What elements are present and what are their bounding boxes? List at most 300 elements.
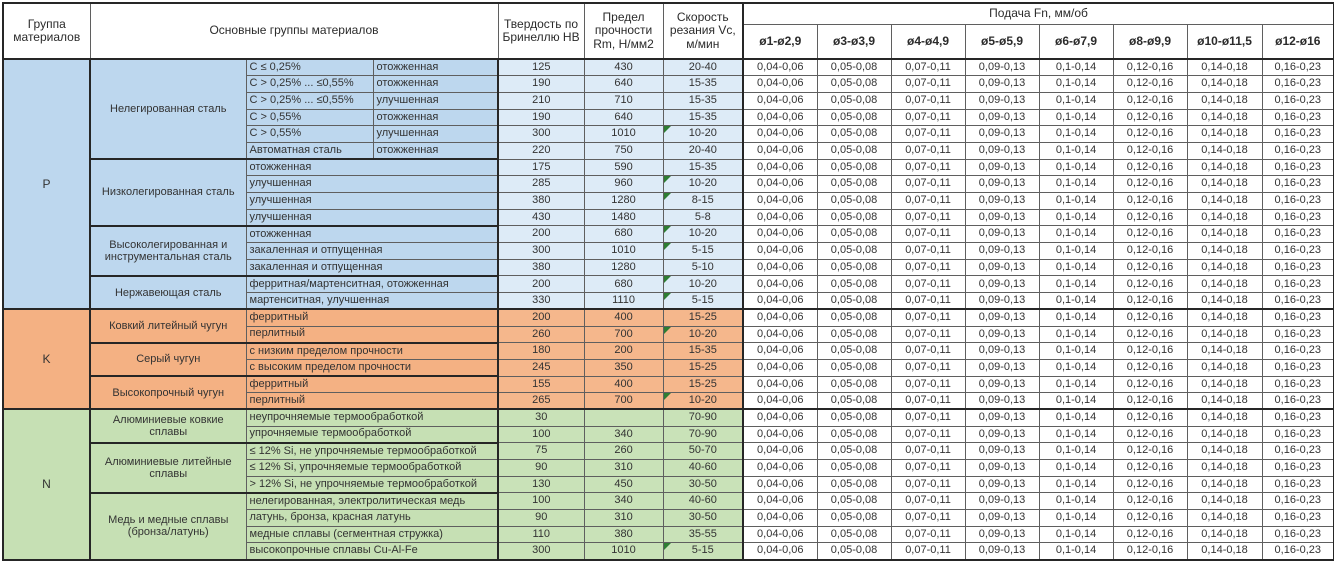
strength-cell: 340 bbox=[584, 426, 663, 443]
feed-cell: 0,12-0,16 bbox=[1113, 526, 1187, 543]
feed-cell: 0,14-0,18 bbox=[1187, 476, 1262, 493]
feed-cell: 0,07-0,11 bbox=[891, 326, 965, 343]
feed-cell: 0,04-0,06 bbox=[743, 460, 817, 477]
speed-cell: 5-15 bbox=[663, 293, 743, 310]
material-detail-cell: C ≤ 0,25% bbox=[246, 59, 373, 76]
feed-cell: 0,16-0,23 bbox=[1262, 59, 1334, 76]
material-subgroup-cell: Высоколегированная и инструментальная сталь bbox=[90, 226, 246, 276]
feed-size-header: ø12-ø16 bbox=[1262, 24, 1334, 59]
feed-cell: 0,09-0,13 bbox=[965, 409, 1039, 426]
material-detail-cell: с высоким пределом прочности bbox=[246, 359, 498, 376]
material-subgroup-cell: Низколегированная сталь bbox=[90, 159, 246, 226]
feed-cell: 0,1-0,14 bbox=[1039, 259, 1113, 276]
feed-cell: 0,05-0,08 bbox=[817, 476, 891, 493]
feed-cell: 0,04-0,06 bbox=[743, 276, 817, 293]
feed-cell: 0,14-0,18 bbox=[1187, 510, 1262, 527]
hardness-cell: 110 bbox=[498, 526, 584, 543]
strength-cell: 1280 bbox=[584, 193, 663, 210]
material-subgroup-cell: Алюминиевые ковкие сплавы bbox=[90, 409, 246, 442]
strength-cell: 340 bbox=[584, 493, 663, 510]
feed-cell: 0,1-0,14 bbox=[1039, 526, 1113, 543]
feed-size-header: ø4-ø4,9 bbox=[891, 24, 965, 59]
table-body bbox=[3, 59, 1334, 560]
feed-cell: 0,09-0,13 bbox=[965, 293, 1039, 310]
feed-cell: 0,1-0,14 bbox=[1039, 426, 1113, 443]
feed-cell: 0,07-0,11 bbox=[891, 243, 965, 260]
speed-cell: 10-20 bbox=[663, 276, 743, 293]
feed-cell: 0,04-0,06 bbox=[743, 426, 817, 443]
feed-cell: 0,14-0,18 bbox=[1187, 409, 1262, 426]
strength-cell: 1010 bbox=[584, 243, 663, 260]
feed-cell: 0,1-0,14 bbox=[1039, 193, 1113, 210]
feed-cell: 0,1-0,14 bbox=[1039, 510, 1113, 527]
feed-cell: 0,04-0,06 bbox=[743, 259, 817, 276]
feed-cell: 0,07-0,11 bbox=[891, 293, 965, 310]
comment-flag-icon bbox=[664, 243, 671, 250]
hardness-cell: 90 bbox=[498, 460, 584, 477]
feed-cell: 0,04-0,06 bbox=[743, 326, 817, 343]
hardness-cell: 125 bbox=[498, 59, 584, 76]
hardness-cell: 380 bbox=[498, 259, 584, 276]
feed-cell: 0,04-0,06 bbox=[743, 193, 817, 210]
feed-cell: 0,07-0,11 bbox=[891, 426, 965, 443]
feed-cell: 0,04-0,06 bbox=[743, 59, 817, 76]
material-detail-cell: закаленная и отпущенная bbox=[246, 259, 498, 276]
feed-cell: 0,04-0,06 bbox=[743, 309, 817, 326]
feed-cell: 0,12-0,16 bbox=[1113, 293, 1187, 310]
feed-cell: 0,1-0,14 bbox=[1039, 159, 1113, 176]
feed-cell: 0,04-0,06 bbox=[743, 159, 817, 176]
material-detail-cell: улучшенная bbox=[246, 193, 498, 210]
feed-cell: 0,14-0,18 bbox=[1187, 293, 1262, 310]
feed-cell: 0,04-0,06 bbox=[743, 142, 817, 159]
feed-cell: 0,04-0,06 bbox=[743, 226, 817, 243]
feed-cell: 0,14-0,18 bbox=[1187, 159, 1262, 176]
feed-cell: 0,16-0,23 bbox=[1262, 476, 1334, 493]
feed-cell: 0,12-0,16 bbox=[1113, 443, 1187, 460]
feed-size-header: ø8-ø9,9 bbox=[1113, 24, 1187, 59]
feed-cell: 0,04-0,06 bbox=[743, 476, 817, 493]
feed-cell: 0,16-0,23 bbox=[1262, 142, 1334, 159]
feed-cell: 0,07-0,11 bbox=[891, 193, 965, 210]
feed-cell: 0,14-0,18 bbox=[1187, 426, 1262, 443]
strength-cell: 430 bbox=[584, 59, 663, 76]
material-detail-cell: > 12% Si, не упрочняемые термообработкой bbox=[246, 476, 498, 493]
feed-cell: 0,07-0,11 bbox=[891, 543, 965, 560]
feed-size-header: ø6-ø7,9 bbox=[1039, 24, 1113, 59]
feed-cell: 0,12-0,16 bbox=[1113, 109, 1187, 126]
feed-cell: 0,1-0,14 bbox=[1039, 109, 1113, 126]
feed-cell: 0,05-0,08 bbox=[817, 326, 891, 343]
material-detail-cell: закаленная и отпущенная bbox=[246, 243, 498, 260]
strength-cell: 1010 bbox=[584, 126, 663, 143]
material-detail-cell: ферритный bbox=[246, 309, 498, 326]
feed-cell: 0,14-0,18 bbox=[1187, 176, 1262, 193]
feed-cell: 0,04-0,06 bbox=[743, 493, 817, 510]
feed-cell: 0,1-0,14 bbox=[1039, 443, 1113, 460]
feed-cell: 0,04-0,06 bbox=[743, 176, 817, 193]
feed-cell: 0,12-0,16 bbox=[1113, 343, 1187, 360]
feed-size-header: ø5-ø5,9 bbox=[965, 24, 1039, 59]
feed-cell: 0,12-0,16 bbox=[1113, 376, 1187, 393]
feed-cell: 0,05-0,08 bbox=[817, 426, 891, 443]
feed-cell: 0,14-0,18 bbox=[1187, 326, 1262, 343]
material-group-cell: K bbox=[3, 309, 90, 409]
material-group-cell: N bbox=[3, 409, 90, 559]
feed-cell: 0,05-0,08 bbox=[817, 226, 891, 243]
feed-cell: 0,09-0,13 bbox=[965, 343, 1039, 360]
feed-cell: 0,1-0,14 bbox=[1039, 460, 1113, 477]
feed-cell: 0,07-0,11 bbox=[891, 259, 965, 276]
hardness-cell: 245 bbox=[498, 359, 584, 376]
feed-cell: 0,05-0,08 bbox=[817, 359, 891, 376]
feed-cell: 0,09-0,13 bbox=[965, 142, 1039, 159]
material-detail-cell: неупрочняемые термообработкой bbox=[246, 409, 498, 426]
feed-cell: 0,12-0,16 bbox=[1113, 476, 1187, 493]
feed-cell: 0,16-0,23 bbox=[1262, 76, 1334, 93]
feed-cell: 0,07-0,11 bbox=[891, 76, 965, 93]
feed-cell: 0,04-0,06 bbox=[743, 510, 817, 527]
speed-cell: 10-20 bbox=[663, 393, 743, 410]
feed-cell: 0,12-0,16 bbox=[1113, 460, 1187, 477]
comment-flag-icon bbox=[664, 176, 671, 183]
feed-cell: 0,05-0,08 bbox=[817, 109, 891, 126]
strength-cell: 310 bbox=[584, 510, 663, 527]
feed-cell: 0,16-0,23 bbox=[1262, 426, 1334, 443]
material-detail-cell: перлитный bbox=[246, 393, 498, 410]
speed-cell: 15-35 bbox=[663, 159, 743, 176]
hardness-cell: 200 bbox=[498, 226, 584, 243]
feed-cell: 0,1-0,14 bbox=[1039, 293, 1113, 310]
material-detail-cell: нелегированная, электролитическая медь bbox=[246, 493, 498, 510]
feed-cell: 0,14-0,18 bbox=[1187, 109, 1262, 126]
feed-cell: 0,05-0,08 bbox=[817, 193, 891, 210]
feed-cell: 0,14-0,18 bbox=[1187, 193, 1262, 210]
feed-cell: 0,09-0,13 bbox=[965, 92, 1039, 109]
feed-cell: 0,16-0,23 bbox=[1262, 126, 1334, 143]
feed-cell: 0,16-0,23 bbox=[1262, 176, 1334, 193]
feed-cell: 0,12-0,16 bbox=[1113, 59, 1187, 76]
speed-cell: 15-35 bbox=[663, 109, 743, 126]
material-detail-cell: C > 0,25% ... ≤0,55% bbox=[246, 92, 373, 109]
feed-cell: 0,14-0,18 bbox=[1187, 526, 1262, 543]
feed-cell: 0,14-0,18 bbox=[1187, 243, 1262, 260]
feed-cell: 0,14-0,18 bbox=[1187, 460, 1262, 477]
feed-cell: 0,12-0,16 bbox=[1113, 409, 1187, 426]
material-detail-cell: перлитный bbox=[246, 326, 498, 343]
feed-cell: 0,09-0,13 bbox=[965, 393, 1039, 410]
strength-cell: 960 bbox=[584, 176, 663, 193]
comment-flag-icon bbox=[664, 543, 671, 550]
feed-cell: 0,04-0,06 bbox=[743, 443, 817, 460]
material-detail-cell: C > 0,55% bbox=[246, 109, 373, 126]
hardness-cell: 30 bbox=[498, 409, 584, 426]
hardness-cell: 180 bbox=[498, 343, 584, 360]
hardness-cell: 90 bbox=[498, 510, 584, 527]
speed-cell: 5-15 bbox=[663, 543, 743, 560]
speed-cell: 30-50 bbox=[663, 476, 743, 493]
speed-cell: 70-90 bbox=[663, 409, 743, 426]
speed-cell: 5-15 bbox=[663, 243, 743, 260]
table-row bbox=[3, 59, 1334, 76]
feed-cell: 0,04-0,06 bbox=[743, 209, 817, 226]
feed-cell: 0,04-0,06 bbox=[743, 526, 817, 543]
feed-size-header: ø3-ø3,9 bbox=[817, 24, 891, 59]
speed-cell: 35-55 bbox=[663, 526, 743, 543]
feed-cell: 0,1-0,14 bbox=[1039, 59, 1113, 76]
strength-cell: 750 bbox=[584, 142, 663, 159]
feed-cell: 0,16-0,23 bbox=[1262, 460, 1334, 477]
feed-cell: 0,05-0,08 bbox=[817, 493, 891, 510]
feed-cell: 0,16-0,23 bbox=[1262, 359, 1334, 376]
feed-cell: 0,05-0,08 bbox=[817, 460, 891, 477]
material-subgroup-cell: Нержавеющая сталь bbox=[90, 276, 246, 309]
comment-flag-icon bbox=[664, 327, 671, 334]
feed-cell: 0,1-0,14 bbox=[1039, 276, 1113, 293]
speed-cell: 20-40 bbox=[663, 59, 743, 76]
group-column-header: Группа материалов bbox=[3, 3, 90, 59]
feed-cell: 0,04-0,06 bbox=[743, 243, 817, 260]
feed-cell: 0,05-0,08 bbox=[817, 59, 891, 76]
feed-size-header: ø1-ø2,9 bbox=[743, 24, 817, 59]
feed-cell: 0,05-0,08 bbox=[817, 343, 891, 360]
feed-cell: 0,12-0,16 bbox=[1113, 226, 1187, 243]
material-detail-cell: отожженная bbox=[246, 226, 498, 243]
material-subgroup-cell: Ковкий литейный чугун bbox=[90, 309, 246, 342]
strength-cell: 200 bbox=[584, 343, 663, 360]
feed-cell: 0,05-0,08 bbox=[817, 243, 891, 260]
feed-cell: 0,04-0,06 bbox=[743, 126, 817, 143]
strength-cell: 350 bbox=[584, 359, 663, 376]
material-detail-cell: ≤ 12% Si, упрочняемые термообработкой bbox=[246, 460, 498, 477]
material-subgroup-cell: Высокопрочный чугун bbox=[90, 376, 246, 409]
hardness-cell: 260 bbox=[498, 326, 584, 343]
feed-cell: 0,12-0,16 bbox=[1113, 159, 1187, 176]
feed-cell: 0,16-0,23 bbox=[1262, 259, 1334, 276]
material-detail-cell: улучшенная bbox=[246, 176, 498, 193]
feed-cell: 0,1-0,14 bbox=[1039, 343, 1113, 360]
feed-cell: 0,09-0,13 bbox=[965, 460, 1039, 477]
speed-cell: 15-35 bbox=[663, 92, 743, 109]
feed-cell: 0,07-0,11 bbox=[891, 176, 965, 193]
feed-cell: 0,09-0,13 bbox=[965, 276, 1039, 293]
feed-cell: 0,05-0,08 bbox=[817, 293, 891, 310]
material-detail-cell: C > 0,55% bbox=[246, 126, 373, 143]
feed-cell: 0,04-0,06 bbox=[743, 409, 817, 426]
feed-cell: 0,1-0,14 bbox=[1039, 493, 1113, 510]
material-subgroup-cell: Алюминиевые литейные сплавы bbox=[90, 443, 246, 493]
strength-cell: 590 bbox=[584, 159, 663, 176]
feed-cell: 0,16-0,23 bbox=[1262, 309, 1334, 326]
strength-cell: 450 bbox=[584, 476, 663, 493]
material-subgroup-cell: Медь и медные сплавы (бронза/латунь) bbox=[90, 493, 246, 560]
strength-cell bbox=[584, 409, 663, 426]
feed-size-header: ø10-ø11,5 bbox=[1187, 24, 1262, 59]
feed-cell: 0,05-0,08 bbox=[817, 543, 891, 560]
strength-cell: 710 bbox=[584, 92, 663, 109]
speed-cell: 10-20 bbox=[663, 176, 743, 193]
feed-cell: 0,07-0,11 bbox=[891, 209, 965, 226]
feed-cell: 0,14-0,18 bbox=[1187, 142, 1262, 159]
feed-cell: 0,12-0,16 bbox=[1113, 393, 1187, 410]
material-state-cell: отожженная bbox=[373, 142, 498, 159]
hardness-cell: 300 bbox=[498, 126, 584, 143]
hardness-cell: 300 bbox=[498, 543, 584, 560]
material-detail-cell: медные сплавы (сегментная стружка) bbox=[246, 526, 498, 543]
hardness-cell: 220 bbox=[498, 142, 584, 159]
feed-cell: 0,14-0,18 bbox=[1187, 309, 1262, 326]
strength-column-header: Предел прочности Rm, Н/мм2 bbox=[584, 3, 663, 59]
feed-cell: 0,07-0,11 bbox=[891, 526, 965, 543]
speed-cell: 10-20 bbox=[663, 226, 743, 243]
feed-cell: 0,07-0,11 bbox=[891, 159, 965, 176]
material-state-cell: улучшенная bbox=[373, 126, 498, 143]
feed-cell: 0,09-0,13 bbox=[965, 493, 1039, 510]
speed-cell: 5-10 bbox=[663, 259, 743, 276]
strength-cell: 700 bbox=[584, 393, 663, 410]
feed-cell: 0,05-0,08 bbox=[817, 376, 891, 393]
strength-cell: 310 bbox=[584, 460, 663, 477]
table-row bbox=[3, 409, 1334, 426]
material-state-cell: улучшенная bbox=[373, 92, 498, 109]
feed-cell: 0,04-0,06 bbox=[743, 376, 817, 393]
feed-cell: 0,07-0,11 bbox=[891, 59, 965, 76]
table-header bbox=[3, 3, 1334, 59]
feed-cell: 0,07-0,11 bbox=[891, 343, 965, 360]
comment-flag-icon bbox=[664, 393, 671, 400]
feed-cell: 0,07-0,11 bbox=[891, 376, 965, 393]
hardness-cell: 100 bbox=[498, 493, 584, 510]
feed-cell: 0,09-0,13 bbox=[965, 209, 1039, 226]
table-row bbox=[3, 159, 1334, 176]
feed-cell: 0,05-0,08 bbox=[817, 510, 891, 527]
feed-cell: 0,1-0,14 bbox=[1039, 92, 1113, 109]
table-row bbox=[3, 276, 1334, 293]
feed-cell: 0,1-0,14 bbox=[1039, 309, 1113, 326]
feed-cell: 0,14-0,18 bbox=[1187, 92, 1262, 109]
hardness-cell: 75 bbox=[498, 443, 584, 460]
materials-column-header: Основные группы материалов bbox=[90, 3, 498, 59]
speed-cell: 8-15 bbox=[663, 193, 743, 210]
hardness-cell: 285 bbox=[498, 176, 584, 193]
comment-flag-icon bbox=[664, 126, 671, 133]
table-row bbox=[3, 309, 1334, 326]
hardness-cell: 300 bbox=[498, 243, 584, 260]
feed-cell: 0,09-0,13 bbox=[965, 309, 1039, 326]
feed-cell: 0,1-0,14 bbox=[1039, 176, 1113, 193]
feed-cell: 0,09-0,13 bbox=[965, 226, 1039, 243]
feed-cell: 0,12-0,16 bbox=[1113, 426, 1187, 443]
feed-cell: 0,16-0,23 bbox=[1262, 109, 1334, 126]
material-detail-cell: ферритная/мартенситная, отожженная bbox=[246, 276, 498, 293]
feed-cell: 0,14-0,18 bbox=[1187, 126, 1262, 143]
feed-cell: 0,1-0,14 bbox=[1039, 76, 1113, 93]
feed-cell: 0,16-0,23 bbox=[1262, 510, 1334, 527]
feed-cell: 0,09-0,13 bbox=[965, 543, 1039, 560]
feed-cell: 0,04-0,06 bbox=[743, 393, 817, 410]
feed-cell: 0,12-0,16 bbox=[1113, 493, 1187, 510]
feed-cell: 0,1-0,14 bbox=[1039, 243, 1113, 260]
feed-cell: 0,07-0,11 bbox=[891, 226, 965, 243]
feed-cell: 0,07-0,11 bbox=[891, 510, 965, 527]
feed-cell: 0,07-0,11 bbox=[891, 409, 965, 426]
strength-cell: 640 bbox=[584, 76, 663, 93]
feed-cell: 0,09-0,13 bbox=[965, 109, 1039, 126]
strength-cell: 1480 bbox=[584, 209, 663, 226]
feed-cell: 0,09-0,13 bbox=[965, 243, 1039, 260]
material-detail-cell: ферритный bbox=[246, 376, 498, 393]
feed-cell: 0,05-0,08 bbox=[817, 176, 891, 193]
material-detail-cell: упрочняемые термообработкой bbox=[246, 426, 498, 443]
feed-cell: 0,12-0,16 bbox=[1113, 309, 1187, 326]
feed-cell: 0,14-0,18 bbox=[1187, 76, 1262, 93]
material-state-cell: отожженная bbox=[373, 109, 498, 126]
feed-cell: 0,07-0,11 bbox=[891, 126, 965, 143]
comment-flag-icon bbox=[664, 226, 671, 233]
feed-cell: 0,14-0,18 bbox=[1187, 226, 1262, 243]
hardness-column-header: Твердость по Бринеллю HB bbox=[498, 3, 584, 59]
feed-cell: 0,04-0,06 bbox=[743, 359, 817, 376]
comment-flag-icon bbox=[664, 293, 671, 300]
feed-cell: 0,12-0,16 bbox=[1113, 142, 1187, 159]
speed-column-header: Скорость резания Vc, м/мин bbox=[663, 3, 743, 59]
feed-cell: 0,16-0,23 bbox=[1262, 343, 1334, 360]
feed-cell: 0,1-0,14 bbox=[1039, 376, 1113, 393]
feed-cell: 0,14-0,18 bbox=[1187, 343, 1262, 360]
feed-cell: 0,09-0,13 bbox=[965, 159, 1039, 176]
feed-cell: 0,16-0,23 bbox=[1262, 92, 1334, 109]
feed-cell: 0,16-0,23 bbox=[1262, 276, 1334, 293]
strength-cell: 380 bbox=[584, 526, 663, 543]
feed-cell: 0,1-0,14 bbox=[1039, 226, 1113, 243]
hardness-cell: 190 bbox=[498, 76, 584, 93]
hardness-cell: 200 bbox=[498, 276, 584, 293]
strength-cell: 260 bbox=[584, 443, 663, 460]
feed-cell: 0,12-0,16 bbox=[1113, 209, 1187, 226]
feed-cell: 0,05-0,08 bbox=[817, 526, 891, 543]
feed-cell: 0,04-0,06 bbox=[743, 92, 817, 109]
material-detail-cell: с низким пределом прочности bbox=[246, 343, 498, 360]
material-state-cell: отожженная bbox=[373, 59, 498, 76]
feed-cell: 0,07-0,11 bbox=[891, 460, 965, 477]
feed-cell: 0,12-0,16 bbox=[1113, 359, 1187, 376]
hardness-cell: 190 bbox=[498, 109, 584, 126]
material-detail-cell: мартенситная, улучшенная bbox=[246, 293, 498, 310]
speed-cell: 70-90 bbox=[663, 426, 743, 443]
speed-cell: 10-20 bbox=[663, 126, 743, 143]
feed-cell: 0,05-0,08 bbox=[817, 76, 891, 93]
feed-cell: 0,04-0,06 bbox=[743, 76, 817, 93]
feed-cell: 0,16-0,23 bbox=[1262, 159, 1334, 176]
feed-cell: 0,16-0,23 bbox=[1262, 209, 1334, 226]
strength-cell: 1110 bbox=[584, 293, 663, 310]
feed-cell: 0,1-0,14 bbox=[1039, 142, 1113, 159]
strength-cell: 400 bbox=[584, 376, 663, 393]
feed-cell: 0,16-0,23 bbox=[1262, 226, 1334, 243]
feed-cell: 0,14-0,18 bbox=[1187, 359, 1262, 376]
feed-cell: 0,12-0,16 bbox=[1113, 543, 1187, 560]
feed-cell: 0,16-0,23 bbox=[1262, 293, 1334, 310]
speed-cell: 15-25 bbox=[663, 359, 743, 376]
feed-cell: 0,07-0,11 bbox=[891, 309, 965, 326]
strength-cell: 680 bbox=[584, 226, 663, 243]
feed-cell: 0,09-0,13 bbox=[965, 326, 1039, 343]
strength-cell: 640 bbox=[584, 109, 663, 126]
feed-cell: 0,05-0,08 bbox=[817, 126, 891, 143]
feed-cell: 0,04-0,06 bbox=[743, 543, 817, 560]
feed-cell: 0,09-0,13 bbox=[965, 126, 1039, 143]
feed-cell: 0,05-0,08 bbox=[817, 159, 891, 176]
